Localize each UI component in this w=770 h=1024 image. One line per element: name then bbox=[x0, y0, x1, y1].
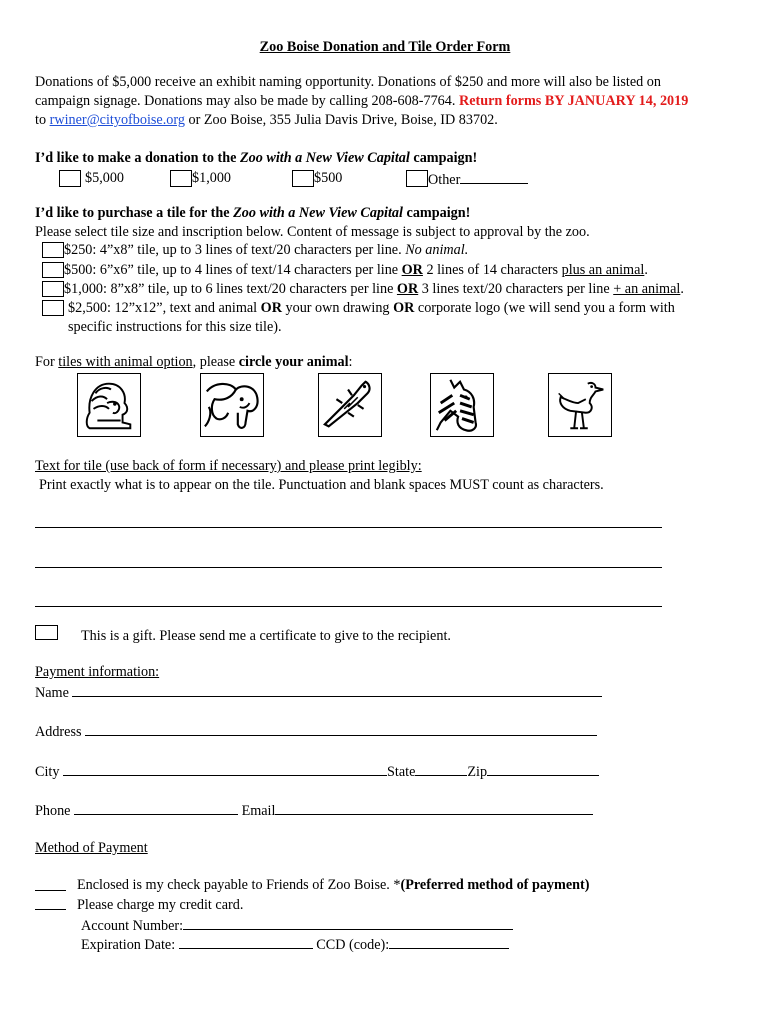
donation-heading: I’d like to make a donation to the Zoo with a New View Capital campaign! bbox=[35, 150, 478, 166]
name-field[interactable] bbox=[72, 682, 602, 697]
phone-row bbox=[35, 800, 593, 821]
tile-2500-label-line-2: specific instructions for this size tile). bbox=[68, 319, 282, 335]
donation-5000-label: $5,000 bbox=[85, 170, 125, 186]
tile-500-label: $500: 6”x6” tile, up to 4 lines of text/14 characters per line OR 2 lines of 14 characters plus an animal. bbox=[64, 262, 648, 278]
donation-other-amount-field[interactable] bbox=[460, 169, 528, 184]
intro-line-1: Donations of $5,000 receive an exhibit naming opportunity. Donations of $250 and more will also be listed on bbox=[35, 74, 661, 90]
zebra-tile-option[interactable] bbox=[430, 373, 494, 437]
method-heading: Method of Payment bbox=[35, 840, 148, 856]
tile-500-checkbox[interactable] bbox=[42, 262, 64, 278]
city-row bbox=[35, 761, 599, 782]
address-label: Address bbox=[35, 724, 82, 740]
card-option-blank[interactable] bbox=[35, 909, 66, 910]
donation-1000-label: $1,000 bbox=[192, 170, 232, 186]
tile-1000-label: $1,000: 8”x8” tile, up to 6 lines text/20 characters per line OR 3 lines text/20 characters per line + an animal. bbox=[64, 281, 684, 297]
crane-icon bbox=[549, 374, 611, 436]
account-number-row bbox=[81, 915, 513, 936]
intro-line-2: campaign signage. Donations may also be made by calling 208-608-7764. Return forms BY JANUARY 14, 2019 bbox=[35, 93, 689, 109]
name-label: Name bbox=[35, 685, 69, 701]
lion-tile-option[interactable] bbox=[77, 373, 141, 437]
name-row bbox=[35, 682, 602, 703]
tile-2500-label: $2,500: 12”x12”, text and animal OR your own drawing OR corporate logo (we will send you a form with bbox=[68, 300, 675, 316]
payment-heading: Payment information: bbox=[35, 664, 160, 680]
expiration-field[interactable] bbox=[179, 934, 313, 949]
donation-other-checkbox[interactable] bbox=[406, 170, 428, 187]
ccd-field[interactable] bbox=[389, 934, 509, 949]
check-option-blank[interactable] bbox=[35, 890, 66, 891]
account-number-label: Account Number: bbox=[81, 918, 184, 934]
deadline-notice: Return forms BY JANUARY 14, 2019 bbox=[458, 93, 689, 109]
crane-tile-option[interactable] bbox=[548, 373, 612, 437]
tile-text-heading: Text for tile (use back of form if necessary) and please print legibly: bbox=[35, 458, 422, 474]
state-label: State bbox=[387, 764, 416, 780]
tile-text-line-1[interactable] bbox=[35, 527, 662, 528]
donation-5000-checkbox[interactable] bbox=[59, 170, 81, 187]
address-field[interactable] bbox=[85, 721, 597, 736]
gift-label: This is a gift. Please send me a certificate to give to the recipient. bbox=[81, 628, 451, 644]
email-field[interactable] bbox=[275, 800, 593, 815]
intro-line-3: to rwiner@cityofboise.org or Zoo Boise, 355 Julia Davis Drive, Boise, ID 83702. bbox=[35, 112, 498, 128]
check-option-label: Enclosed is my check payable to Friends of Zoo Boise. *(Preferred method of payment) bbox=[77, 877, 590, 893]
account-number-field[interactable] bbox=[183, 915, 513, 930]
city-field[interactable] bbox=[63, 761, 387, 776]
expiration-row bbox=[81, 934, 509, 955]
email-label: Email bbox=[241, 803, 276, 819]
zip-field[interactable] bbox=[487, 761, 599, 776]
donation-500-checkbox[interactable] bbox=[292, 170, 314, 187]
tile-instructions: Please select tile size and inscription below. Content of message is subject to approval by the zoo. bbox=[35, 224, 590, 240]
donation-500-label: $500 bbox=[314, 170, 343, 186]
gift-checkbox[interactable] bbox=[35, 625, 58, 640]
alligator-tile-option[interactable] bbox=[318, 373, 382, 437]
tile-heading: I’d like to purchase a tile for the Zoo with a New View Capital campaign! bbox=[35, 205, 471, 221]
email-link[interactable]: rwiner@cityofboise.org bbox=[49, 112, 185, 128]
tile-text-instruction: Print exactly what is to appear on the tile. Punctuation and blank spaces MUST count as characters. bbox=[39, 477, 604, 493]
zebra-icon bbox=[431, 374, 493, 436]
alligator-icon bbox=[319, 374, 381, 436]
zip-label: Zip bbox=[467, 764, 488, 780]
donation-1000-checkbox[interactable] bbox=[170, 170, 192, 187]
tile-2500-checkbox[interactable] bbox=[42, 300, 64, 316]
tile-text-line-2[interactable] bbox=[35, 567, 662, 568]
tile-250-checkbox[interactable] bbox=[42, 242, 64, 258]
lion-icon bbox=[78, 374, 140, 436]
tile-1000-checkbox[interactable] bbox=[42, 281, 64, 297]
elephant-tile-option[interactable] bbox=[200, 373, 264, 437]
card-option-label: Please charge my credit card. bbox=[77, 897, 244, 913]
donation-other-label: Other bbox=[428, 169, 528, 190]
tile-250-label: $250: 4”x8” tile, up to 3 lines of text/20 characters per line. No animal. bbox=[64, 242, 469, 258]
expiration-label: Expiration Date: bbox=[81, 937, 176, 953]
phone-label: Phone bbox=[35, 803, 71, 819]
city-label: City bbox=[35, 764, 60, 780]
address-row bbox=[35, 721, 597, 742]
page-title: Zoo Boise Donation and Tile Order Form bbox=[259, 39, 511, 55]
elephant-icon bbox=[201, 374, 263, 436]
tile-text-line-3[interactable] bbox=[35, 606, 662, 607]
phone-field[interactable] bbox=[74, 800, 238, 815]
animal-instruction: For tiles with animal option, please circle your animal: bbox=[35, 354, 353, 370]
ccd-label: CCD (code): bbox=[316, 937, 390, 953]
state-field[interactable] bbox=[415, 761, 467, 776]
